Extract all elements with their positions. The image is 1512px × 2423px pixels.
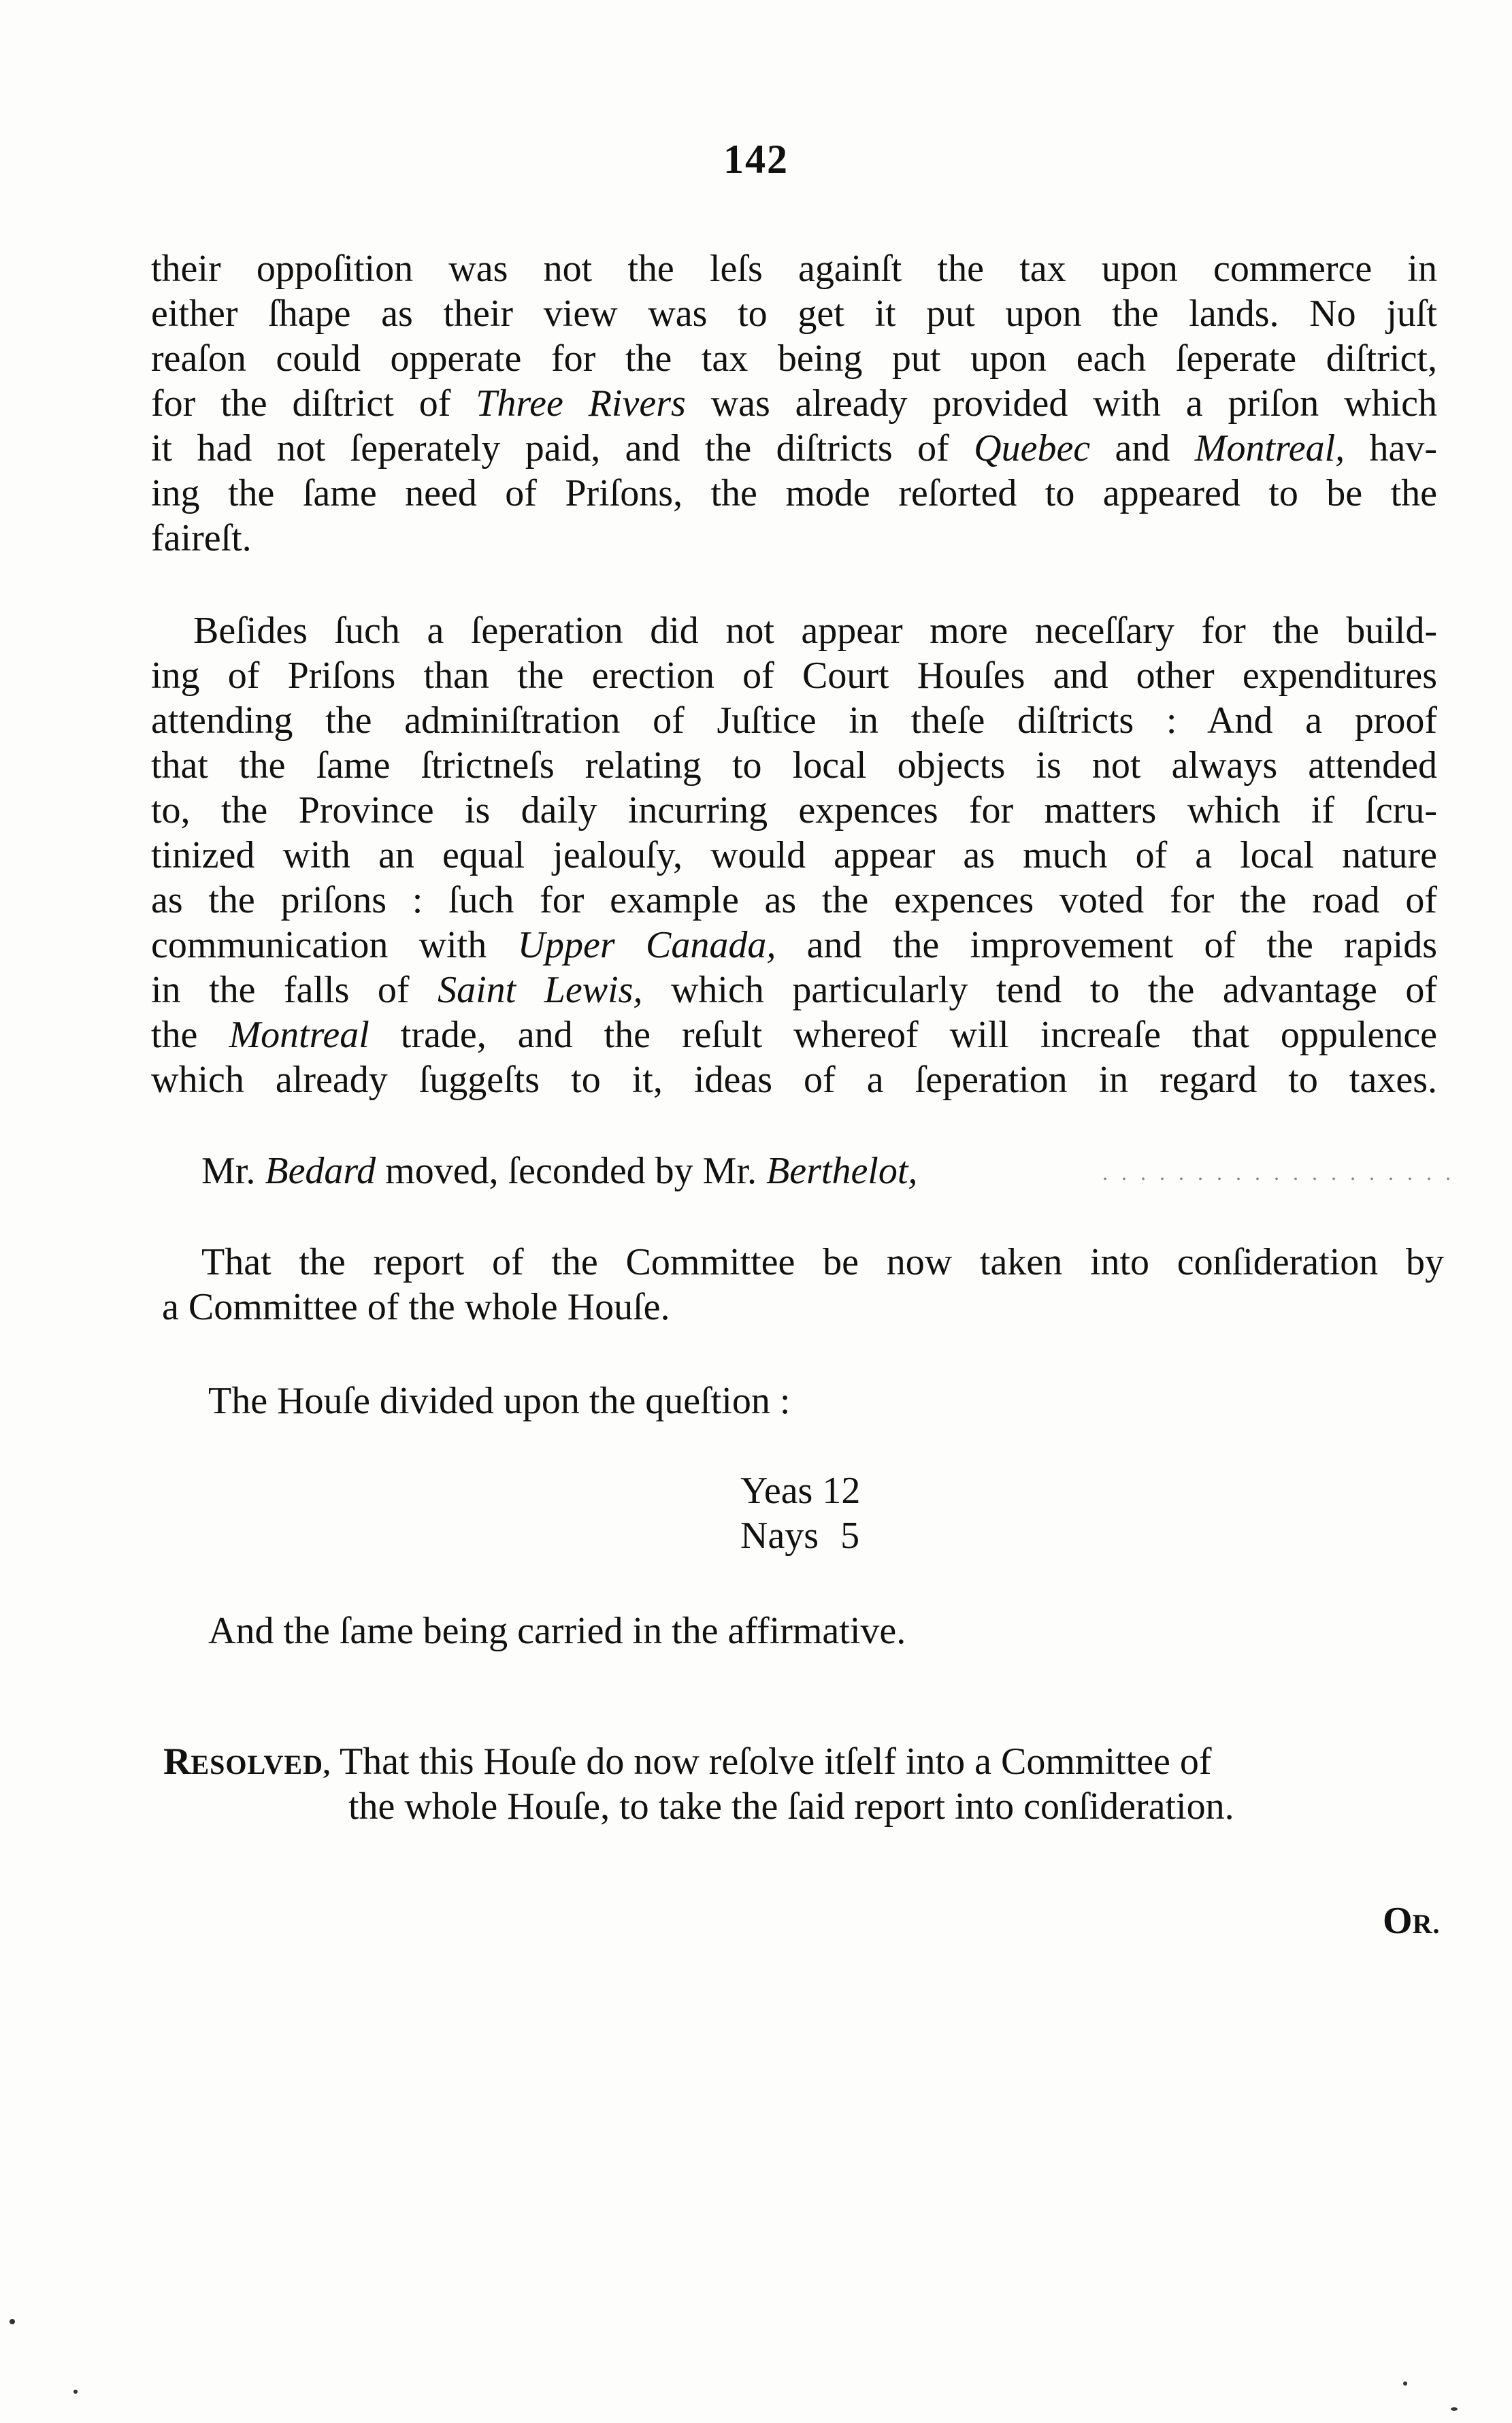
text-span: the	[151, 1014, 198, 1056]
division-line: The Houſe divided upon the queſtion :	[208, 1380, 791, 1422]
text-line	[151, 968, 1437, 1012]
text-span: which particularly tend to the advantage of	[670, 969, 1437, 1011]
text-line	[151, 1012, 1437, 1057]
place-name: Montreal,	[1194, 427, 1345, 469]
member-name: Bedard	[265, 1150, 376, 1192]
text-line	[151, 923, 1437, 968]
place-name: Quebec	[974, 427, 1091, 469]
catchword	[1383, 1898, 1440, 1947]
page-number: 142	[723, 137, 789, 182]
text-line: ing of Priſons than the erection of Court Houſes and other expenditures	[151, 655, 1437, 697]
member-name: Berthelot,	[766, 1150, 918, 1192]
text-line: the whole Houſe, to take the ſaid report into conſideration.	[348, 1785, 1234, 1828]
text-line: ing the ſame need of Priſons, the mode reſorted to appeared to be the	[151, 472, 1437, 514]
place-name: Three Rivers	[476, 382, 686, 425]
text-span: in the falls of	[151, 969, 410, 1011]
text-span: That this Houſe do now reſolve itſelf into a Committee of	[339, 1741, 1212, 1783]
text-line: a Committee of the whole Houſe.	[162, 1286, 670, 1328]
text-line: Beſides ſuch a ſeperation did not appear more neceſſary for the build-	[193, 610, 1437, 652]
text-line	[151, 426, 1437, 471]
text-line	[151, 381, 1437, 426]
catchword-rest: R.	[1412, 1909, 1441, 1939]
carried-line: And the ſame being carried in the affirmative.	[208, 1610, 906, 1652]
scan-speck	[73, 2390, 78, 2394]
leader-dots: . . . . . . . . . . . . . . . . . . .	[1102, 1160, 1455, 1185]
text-line: that the ſame ſtrictneſs relating to local objects is not always attended	[151, 744, 1437, 787]
text-span: was already provided with a priſon which	[710, 382, 1438, 425]
text-line: tinized with an equal jealouſy, would appear as much of a local nature	[151, 834, 1437, 876]
text-line: to, the Province is daily incurring expences for matters which if ſcru-	[151, 789, 1437, 831]
scan-speck	[1403, 2381, 1407, 2386]
text-line: their oppoſition was not the leſs againſt the tax upon commerce in	[151, 248, 1437, 290]
text-span: and the improvement of the rapids	[806, 924, 1438, 966]
text-line: as the priſons : ſuch for example as the expences voted for the road of	[151, 879, 1437, 921]
text-span: trade, and the reſult whereof will increaſe that oppulence	[400, 1014, 1438, 1056]
text-line: reaſon could opperate for the tax being put upon each ſeperate diſtrict,	[151, 337, 1437, 380]
resolved-line	[163, 1739, 1456, 1787]
text-span: hav-	[1369, 427, 1438, 469]
text-span: moved, ſeconded by Mr.	[385, 1150, 757, 1192]
text-span: communication with	[151, 924, 487, 966]
resolved-rest: ESOLVED,	[191, 1749, 331, 1780]
place-name: Montreal	[229, 1014, 369, 1056]
text-span: it had not ſeperately paid, and the diſtricts of	[151, 427, 949, 469]
resolved-initial: R	[163, 1741, 191, 1783]
text-span: for the diſtrict of	[151, 382, 451, 425]
text-span: Mr.	[201, 1150, 256, 1192]
text-span: and	[1115, 427, 1170, 469]
scan-speck	[10, 2319, 15, 2324]
text-line: faireſt.	[151, 517, 252, 559]
text-line: attending the adminiſtration of Juſtice in theſe diſtricts : And a proof	[151, 699, 1437, 742]
text-line: which already ſuggeſts to it, ideas of a ſeperation in regard to taxes.	[151, 1059, 1437, 1101]
votes-nays: Nays 5	[740, 1515, 860, 1557]
place-name: Saint Lewis,	[438, 969, 643, 1011]
catchword-initial: O	[1383, 1900, 1413, 1942]
place-name: Upper Canada,	[517, 924, 776, 966]
text-line: That the report of the Committee be now taken into conſideration by	[201, 1241, 1444, 1283]
resolved-label	[163, 1741, 331, 1783]
text-line: either ſhape as their view was to get it put upon the lands. No juſt	[151, 293, 1437, 335]
motion-line	[201, 1149, 917, 1193]
scan-speck	[1451, 2407, 1458, 2411]
votes-yeas: Yeas 12	[740, 1470, 861, 1512]
